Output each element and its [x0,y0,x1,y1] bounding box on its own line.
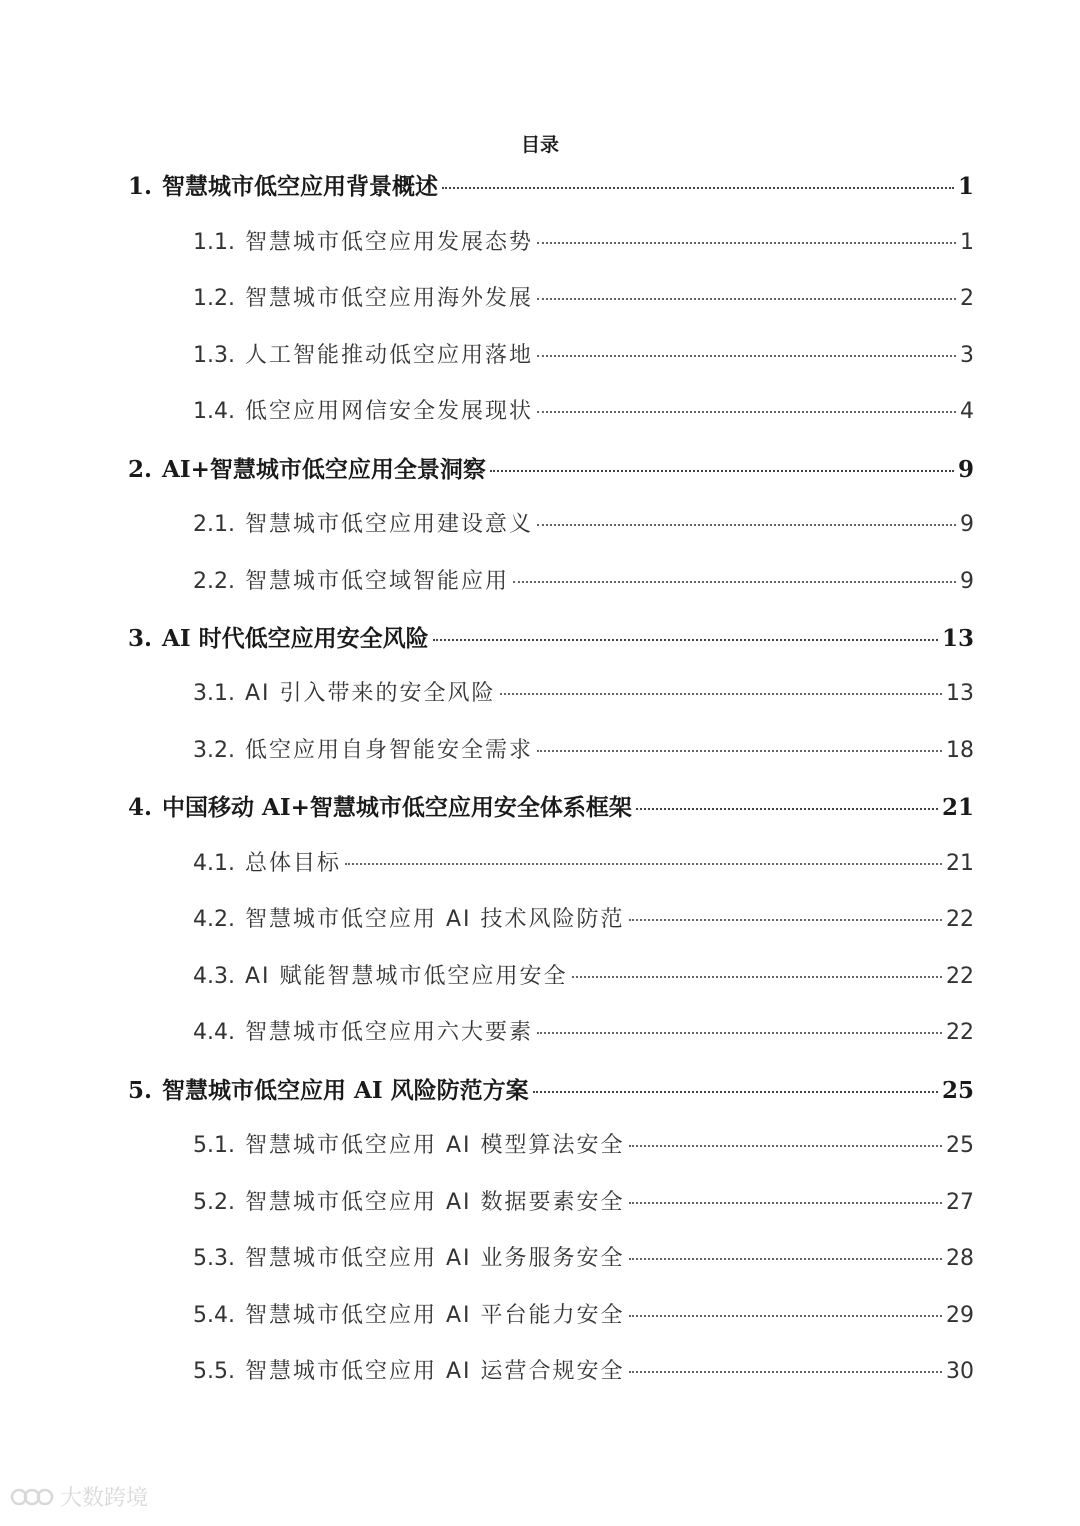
toc-entry-number: 5.2. [193,1190,235,1215]
toc-page-number: 30 [946,1359,974,1384]
toc-section-entry[interactable] [193,1354,974,1388]
toc-entry-number: 4.3. [193,964,235,989]
toc-entry-number: 1.2. [193,286,235,311]
toc-entry-number: 2. [128,456,153,483]
toc-page-number: 25 [941,1077,974,1104]
toc-entry-number: 4.2. [193,907,235,932]
toc-entry-title: AI 时代低空应用安全风险 [162,625,429,652]
dot-leader [537,411,956,413]
toc-entry-title: 智慧城市低空应用六大要素 [244,1020,533,1045]
toc-entry-number: 1.1. [193,230,235,255]
toc-entry-title: 智慧城市低空应用海外发展 [244,286,533,311]
toc-page-number: 22 [946,964,974,989]
toc-section-entry[interactable] [193,1128,974,1162]
toc-section-entry[interactable] [193,507,974,541]
toc-section-entry[interactable] [193,394,974,428]
toc-entry-number: 4.4. [193,1020,235,1045]
toc-section-entry[interactable] [193,1185,974,1219]
toc-entry-title: 智慧城市低空应用发展态势 [244,230,533,255]
toc-section-entry[interactable] [193,1015,974,1049]
toc-page-number: 1 [960,230,974,255]
dot-leader [537,242,956,244]
toc-entry-number: 4.1. [193,851,235,876]
toc-section-entry[interactable] [193,564,974,598]
toc-entry-number: 1.3. [193,343,235,368]
dot-leader [537,298,956,300]
toc-page-number: 21 [946,851,974,876]
toc-page-number: 22 [946,907,974,932]
toc-page-number: 3 [960,343,974,368]
toc-entry-title: 智慧城市低空域智能应用 [244,569,509,594]
dot-leader [433,639,938,641]
toc-page-number: 4 [960,399,974,424]
toc-page-number: 9 [957,456,974,483]
toc-section-entry[interactable] [193,1241,974,1275]
dot-leader [537,524,956,526]
dot-leader [500,693,942,695]
toc-page-number: 28 [946,1246,974,1271]
toc-entry-title: 智慧城市低空应用 AI 数据要素安全 [244,1190,625,1215]
toc-entry-title: 智慧城市低空应用 AI 技术风险防范 [244,907,625,932]
toc-entry-number: 3.1. [193,681,235,706]
dot-leader [629,919,942,921]
toc-page-number: 9 [960,512,974,537]
toc-section-entry[interactable] [193,676,974,710]
toc-entry-title: 智慧城市低空应用建设意义 [244,512,533,537]
toc-entry-number: 3.2. [193,738,235,763]
toc-entry-title: 智慧城市低空应用 AI 模型算法安全 [244,1133,625,1158]
dot-leader [629,1315,942,1317]
dot-leader [572,976,942,978]
toc-entry-title: 智慧城市低空应用 AI 平台能力安全 [244,1303,625,1328]
dot-leader [490,470,954,472]
toc-entry-number: 3. [128,625,153,652]
dot-leader [537,750,942,752]
toc-entry-title: 智慧城市低空应用背景概述 [162,173,439,200]
toc-section-entry[interactable] [193,281,974,315]
dot-leader [629,1202,942,1204]
brand-logo-icon [10,1484,54,1510]
toc-page-number: 18 [946,738,974,763]
dot-leader [345,863,942,865]
toc-chapter-entry[interactable] [128,451,974,485]
toc-entry-title: 智慧城市低空应用 AI 业务服务安全 [244,1246,625,1271]
toc-page-number: 27 [946,1190,974,1215]
toc-title: 目录 [520,134,559,156]
toc-page-number: 13 [946,681,974,706]
toc-entry-number: 1.4. [193,399,235,424]
dot-leader [537,1032,942,1034]
toc-chapter-entry[interactable] [128,620,974,654]
toc-entry-number: 4. [128,794,153,821]
toc-page-number: 29 [946,1303,974,1328]
watermark-text: 大数跨境 [60,1486,149,1511]
toc-section-entry[interactable] [193,902,974,936]
toc-entry-title: 智慧城市低空应用 AI 运营合规安全 [244,1359,625,1384]
toc-page-number: 21 [941,794,974,821]
toc-chapter-entry[interactable] [128,1072,974,1106]
toc-section-entry[interactable] [193,1298,974,1332]
toc-entry-title: AI+智慧城市低空应用全景洞察 [162,456,486,483]
toc-entry-number: 5.1. [193,1133,235,1158]
dot-leader [629,1258,942,1260]
watermark [10,1481,148,1512]
toc-entry-title: 总体目标 [244,851,341,876]
toc-entry-number: 2.1. [193,512,235,537]
toc-section-entry[interactable] [193,846,974,880]
toc-entry-number: 2.2. [193,569,235,594]
toc-chapter-entry[interactable] [128,789,974,823]
toc-entry-title: 智慧城市低空应用 AI 风险防范方案 [162,1077,529,1104]
toc-entry-title: 人工智能推动低空应用落地 [244,343,533,368]
toc-entry-number: 5.4. [193,1303,235,1328]
dot-leader [636,808,938,810]
dot-leader [533,1091,938,1093]
toc-entry-title: 低空应用自身智能安全需求 [244,738,533,763]
toc-page-number: 9 [960,569,974,594]
toc-entry-title: AI 引入带来的安全风险 [244,681,496,706]
dot-leader [513,581,956,583]
toc-section-entry[interactable] [193,225,974,259]
toc-section-entry[interactable] [193,959,974,993]
toc-entry-number: 5.5. [193,1359,235,1384]
toc-section-entry[interactable] [193,338,974,372]
dot-leader [442,187,954,189]
toc-entry-number: 1. [128,173,153,200]
dot-leader [629,1145,942,1147]
dot-leader [629,1371,942,1373]
toc-chapter-entry[interactable] [128,168,974,202]
toc-section-entry[interactable] [193,733,974,767]
toc-page-number: 13 [941,625,974,652]
toc-page-number: 1 [957,173,974,200]
toc-page-number: 2 [960,286,974,311]
toc-entry-number: 5. [128,1077,153,1104]
toc-page-number: 25 [946,1133,974,1158]
dot-leader [537,355,956,357]
toc-entry-title: 中国移动 AI+智慧城市低空应用安全体系框架 [162,794,632,821]
toc-entry-title: 低空应用网信安全发展现状 [244,399,533,424]
toc-entry-title: AI 赋能智慧城市低空应用安全 [244,964,568,989]
toc-page-number: 22 [946,1020,974,1045]
toc-entry-number: 5.3. [193,1246,235,1271]
